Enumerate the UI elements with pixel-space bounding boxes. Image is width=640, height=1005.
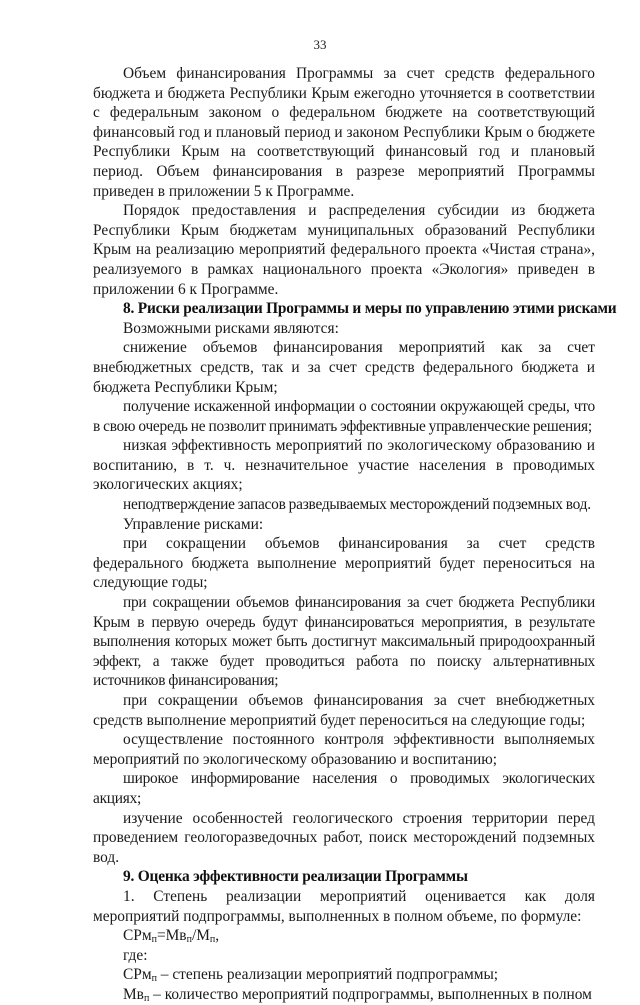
- definition-srm: [93, 965, 595, 985]
- measure-item-control: осуществление постоянного контроля эффективности выполняемых мероприятий по экологическому образованию и воспитанию;: [93, 731, 595, 768]
- paragraph-possible-risks: Возможными рисками являются:: [123, 319, 339, 337]
- definition-mv: [93, 985, 595, 1005]
- paragraph-financing-volume: Объем финансирования Программы за счет средств федерального бюджета и бюджета Республики Крым ежегодно уточняется в соответствии с федеральным законом о федеральном бюджете на соответствующий финансовый год и плановый период и законом Республики Крым о бюджете Республики Крым на соответствующий финансовый год и плановый период. Объем финансирования в разрезе мероприятий Программы приведен в приложении 5 к Программе.: [93, 65, 595, 200]
- definition-srm-text: – степень реализации мероприятий подпрограммы;: [156, 966, 499, 984]
- measure-item-geology-study: изучение особенностей геологического строения территории перед проведением геологоразведочных работ, поиск месторождений подземных вод.: [93, 809, 595, 866]
- risk-item-unconfirmed-reserves: неподтверждение запасов разведываемых месторождений подземных вод.: [123, 496, 591, 514]
- definition-mv-subscript: п: [143, 992, 150, 1004]
- risk-item-distorted-info: получение искаженной информации о состоянии окружающей среды, что в свою очередь не позволит принимать эффективные управленческие решения;: [93, 398, 595, 435]
- risk-item-low-efficiency: низкая эффективность мероприятий по экологическому образованию и воспитанию, в т. ч. незначительное участие населения в проводимых экологических акциях;: [93, 437, 595, 494]
- measure-item-extrabudgetary: при сокращении объемов финансирования за счет внебюджетных средств выполнение мероприятий будет переноситься на следующие годы;: [93, 692, 595, 729]
- page-content: [93, 64, 617, 1005]
- section-heading-risks: 8. Риски реализации Программы и меры по управлению этими рисками: [123, 300, 617, 318]
- definition-srm-subscript: п: [151, 973, 157, 985]
- measure-item-informing: широкое информирование населения о проводимых экологических акциях;: [93, 770, 595, 807]
- paragraph-risk-management: Управление рисками:: [123, 515, 264, 533]
- paragraph-implementation-degree: 1. Степень реализации мероприятий оценивается как доля мероприятий подпрограммы, выполненных в полном объеме, по формуле:: [93, 887, 595, 925]
- formula-numerator-subscript: п: [186, 934, 192, 946]
- definition-mv-text: – количество мероприятий подпрограммы, выполненных в полном: [149, 985, 592, 1003]
- formula-denominator-subscript: п: [209, 934, 216, 946]
- section-heading-efficiency: 9. Оценка эффективности реализации Программы: [123, 868, 468, 886]
- formula-lhs-subscript: п: [151, 934, 157, 946]
- definition-mv-symbol: Мв: [123, 985, 144, 1003]
- formula-where-label: где:: [123, 946, 148, 964]
- formula-denominator: /М: [191, 927, 210, 945]
- risk-item-funding-cut: снижение объемов финансирования мероприятий как за счет внебюджетных средств, так и за счет средств федерального бюджета и бюджета Республики Крым;: [93, 339, 595, 396]
- formula-numerator: =Мв: [156, 927, 187, 945]
- formula-lhs: СРм: [123, 927, 152, 945]
- page-number: 33: [313, 37, 327, 52]
- measure-item-federal-budget: при сокращении объемов финансирования за счет средств федерального бюджета выполнение мероприятий будет переноситься на следующие годы;: [93, 535, 595, 592]
- paragraph-subsidy-procedure: Порядок предоставления и распределения субсидии из бюджета Республики Крым бюджетам муниципальных образований Республики Крым на реализацию мероприятий федерального проекта «Чистая страна», реализуемого в рамках национального проекта «Экология» приведен в приложении 6 к Программе.: [93, 202, 595, 298]
- measure-item-crimea-budget: при сокращении объемов финансирования за счет бюджета Республики Крым в первую очередь будут финансироваться мероприятия, в результате выполнения которых может быть достигнут максимальный природоохранный эффект, а также будет проводиться работа по поиску альтернативных источников финансирования;: [93, 594, 595, 690]
- definition-srm-symbol: СРм: [123, 966, 152, 984]
- formula-end: ,: [215, 927, 220, 945]
- formula-line: [93, 926, 595, 946]
